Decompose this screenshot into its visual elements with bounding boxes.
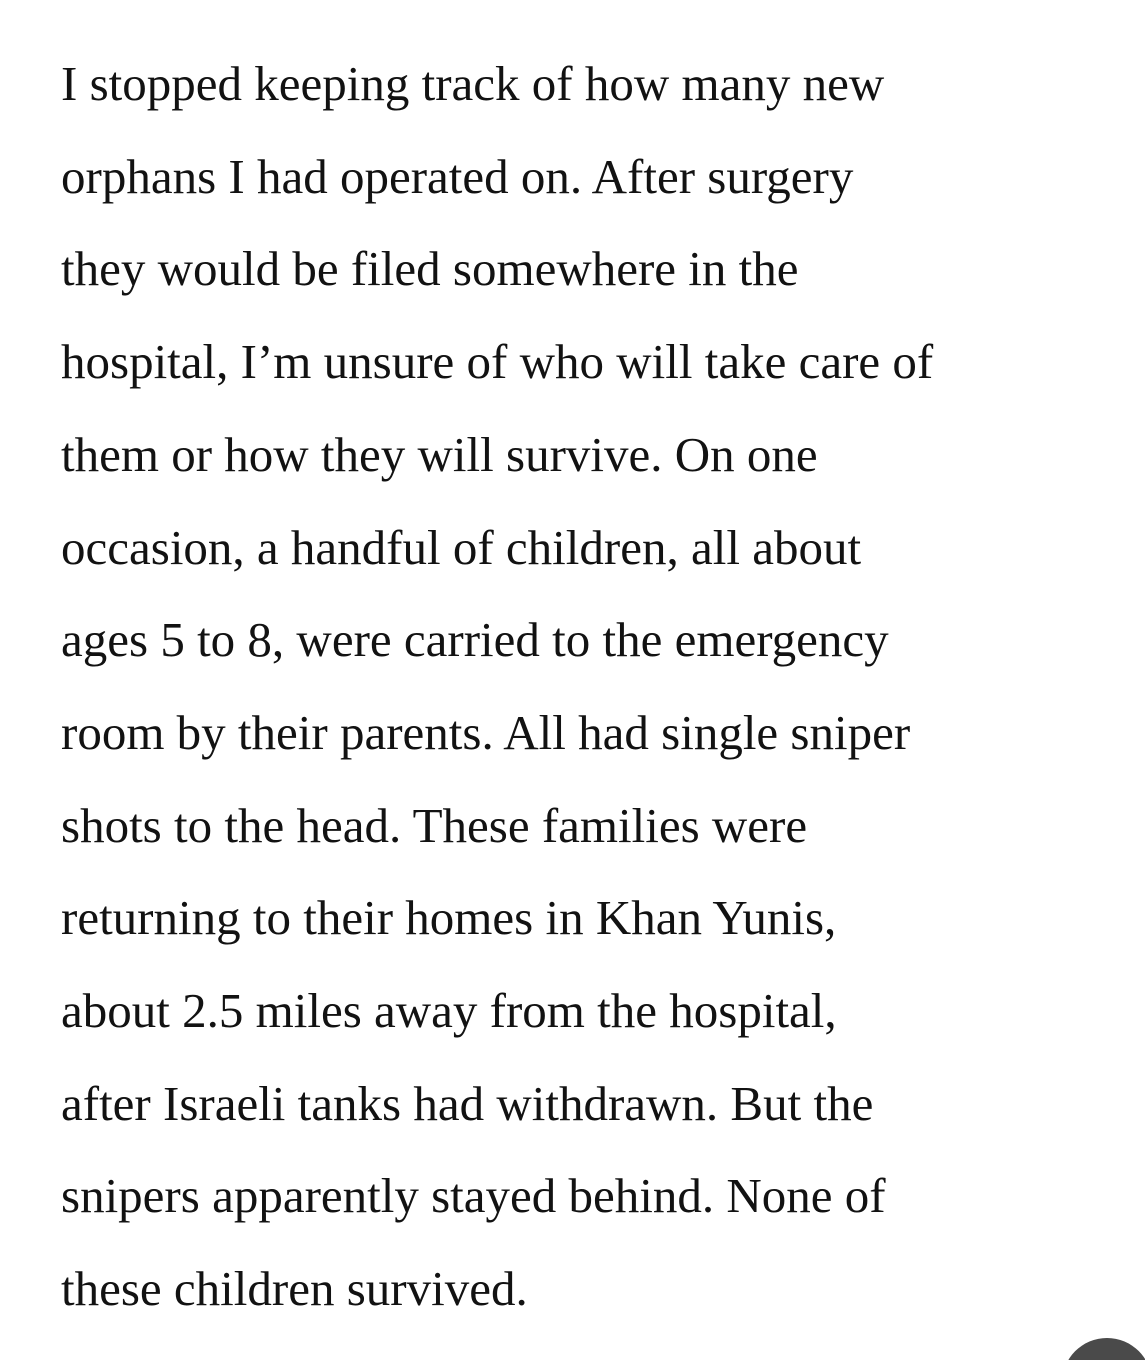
floating-scroll-button[interactable] [1062,1338,1145,1360]
paragraph-line: ages 5 to 8, were carried to the emergency [61,612,889,668]
paragraph-line: hospital, I’m unsure of who will take care of [61,334,934,390]
paragraph-line: returning to their homes in Khan Yunis, [61,890,837,946]
paragraph-line: about 2.5 miles away from the hospital, [61,983,837,1039]
paragraph-line: they would be filed somewhere in the [61,241,799,297]
paragraph-line: I stopped keeping track of how many new [61,56,885,111]
paragraph-line: room by their parents. All had single sniper [61,704,911,760]
paragraph-line: orphans I had operated on. After surgery [61,148,854,204]
article-paragraph [61,38,1131,1336]
paragraph-line: snipers apparently stayed behind. None of [61,1168,886,1224]
paragraph-line: shots to the head. These families were [61,797,808,853]
paragraph-line: after Israeli tanks had withdrawn. But the [61,1075,874,1131]
paragraph-line: them or how they will survive. On one [61,426,818,482]
paragraph-line: these children survived. [61,1261,528,1317]
paragraph-line: occasion, a handful of children, all about [61,519,862,575]
